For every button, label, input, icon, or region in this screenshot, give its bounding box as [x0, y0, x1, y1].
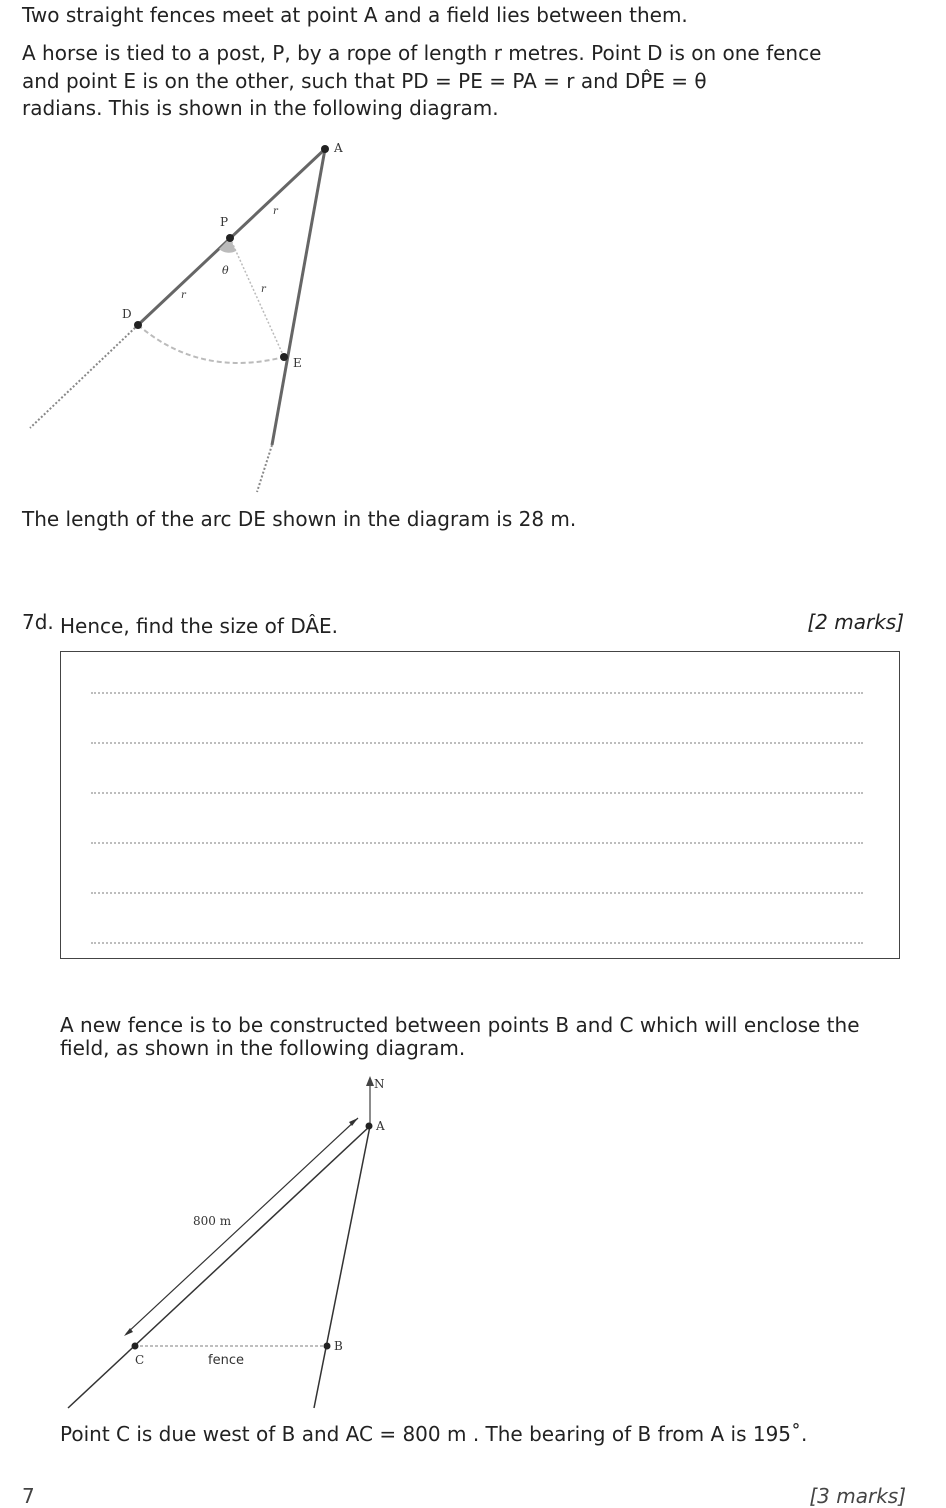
label-r-pa: r	[273, 206, 278, 217]
point-e-dot	[280, 353, 288, 361]
answer-line	[91, 742, 863, 744]
point-a-dot	[321, 145, 329, 153]
label-p: P	[220, 215, 229, 229]
label-a: A	[334, 141, 343, 155]
intro-line-4-text: radians. This is shown in the following diagram.	[22, 96, 499, 120]
answer-line	[91, 792, 863, 794]
north-arrow-icon	[366, 1076, 374, 1086]
intro-line-4	[22, 95, 922, 122]
label-b: B	[334, 1339, 343, 1353]
fence-paragraph-line-2: field, as shown in the following diagram.	[60, 1036, 466, 1060]
answer-line	[91, 892, 863, 894]
arc-statement-text: The length of the arc DE shown in the diagram is 28 m.	[22, 507, 577, 531]
label-r-pe: r	[261, 284, 266, 295]
intro-line-3	[22, 68, 922, 95]
arc-de	[138, 325, 284, 363]
point-d-dot	[134, 321, 142, 329]
intro-line-2-text: A horse is tied to a post, P, by a rope of length r metres. Point D is on one fence	[22, 41, 822, 65]
fence-line-ab	[314, 1126, 370, 1408]
label-d: D	[122, 307, 132, 321]
point-a-dot	[366, 1123, 373, 1130]
question-text: Hence, find the size of DÂE.	[60, 614, 339, 638]
distance-arrow-line	[126, 1118, 358, 1334]
intro-line-1	[22, 2, 922, 29]
label-e: E	[293, 356, 302, 370]
intro-line-2	[22, 40, 922, 67]
label-a: A	[376, 1119, 385, 1133]
label-c: C	[135, 1353, 145, 1367]
rope-pe	[230, 238, 284, 357]
intro-line-1-text: Two straight fences meet at point A and a field lies between them.	[22, 3, 688, 27]
answer-box[interactable]	[60, 651, 900, 959]
question-number: 7d.	[22, 610, 54, 634]
label-theta: θ	[222, 264, 229, 277]
label-fence: fence	[208, 1353, 244, 1368]
answer-line	[91, 942, 863, 944]
fence-e-extension	[257, 445, 272, 492]
next-question-marks: [3 marks]	[809, 1484, 906, 1508]
fence-paragraph-line-1: A new fence is to be constructed between points B and C which will enclose the	[60, 1013, 860, 1037]
answer-line	[91, 842, 863, 844]
next-question-number: 7	[22, 1484, 35, 1508]
fence-d-extension	[30, 325, 138, 428]
arc-statement	[22, 506, 922, 533]
label-n: N	[374, 1077, 385, 1091]
answer-line	[91, 692, 863, 694]
horse-rope-diagram	[0, 130, 420, 500]
label-distance: 800 m	[193, 1214, 232, 1228]
label-r-pd: r	[181, 290, 186, 301]
point-c-dot	[132, 1343, 139, 1350]
point-b-dot	[324, 1343, 331, 1350]
question-marks: [2 marks]	[807, 610, 904, 634]
intro-line-3-text: and point E is on the other, such that PD = PE = PA = r and DP̂E = θ	[22, 69, 707, 93]
fence-bc-diagram	[0, 1068, 480, 1418]
point-p-dot	[226, 234, 234, 242]
final-statement: Point C is due west of B and AC = 800 m . The bearing of B from A is 195˚.	[60, 1422, 808, 1446]
